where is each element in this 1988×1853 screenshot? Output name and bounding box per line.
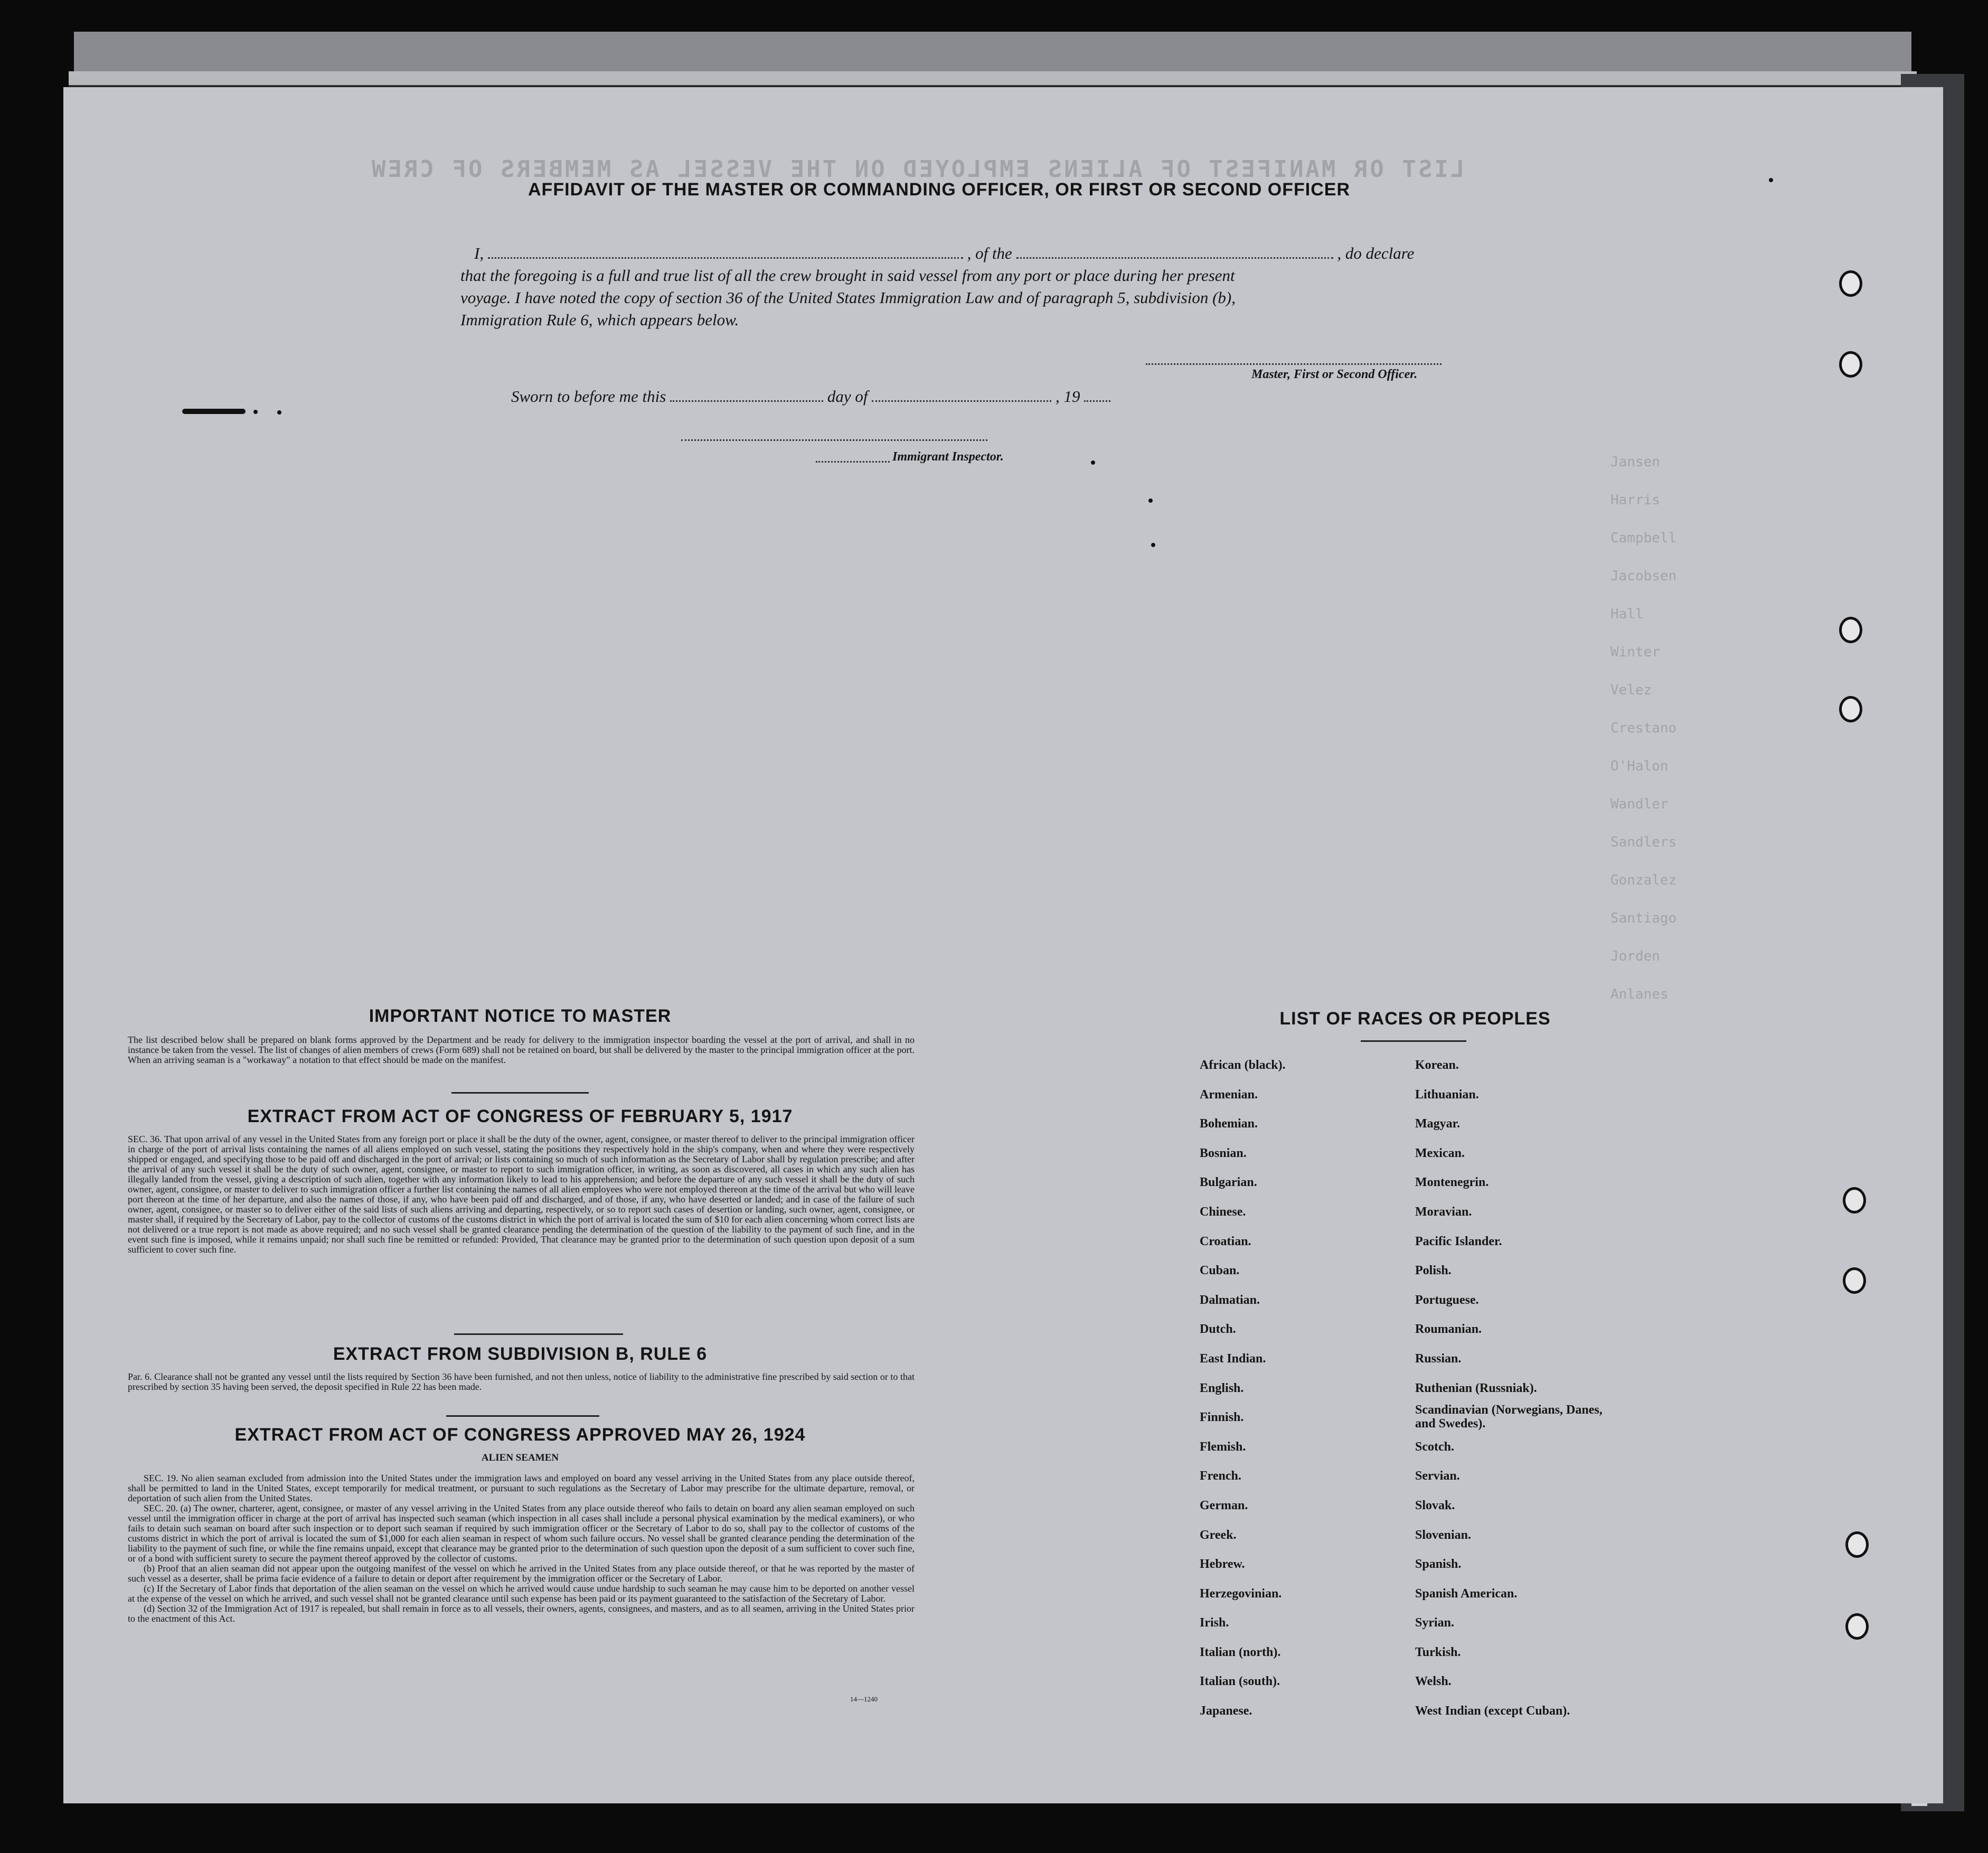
top-binding-strip (74, 32, 1911, 76)
race-item: Montenegrin. (1415, 1175, 1489, 1190)
ink-smudge (253, 410, 258, 414)
bleed-through-name: Campbell (1610, 530, 1677, 546)
sworn-day-blank[interactable] (670, 400, 823, 402)
race-item: Cuban. (1200, 1264, 1240, 1278)
race-item: Italian (north). (1200, 1645, 1281, 1659)
ink-smudge (277, 410, 281, 415)
race-item: Greek. (1200, 1528, 1237, 1542)
races-column-1 (1200, 1051, 1286, 1726)
form-number: 14—1240 (850, 1695, 878, 1703)
race-item: English. (1200, 1381, 1244, 1395)
sec-20b-text: (b) Proof that an alien seaman did not appear upon the outgoing manifest of the vessel on which he arrived in the United States from any place outside thereof, or that he was reported by the master of such vessel as a deserter, shall be prima facie evidence of a failure to detain or deport after requirement by the immigration officer or the Secretary of Labor. (128, 1563, 915, 1584)
bleed-through-name: Sandlers (1610, 834, 1677, 850)
race-item: Lithuanian. (1415, 1087, 1479, 1102)
alien-seamen-subheading: ALIEN SEAMEN (481, 1452, 559, 1463)
race-item: Bohemian. (1200, 1117, 1258, 1131)
sec-20c-text: (c) If the Secretary of Labor finds that deportation of the alien seaman on the vessel on which he arrived would cause undue hardship to such seaman he may cause him to be deported on another vessel at the expense of the vessel on which he arrived, and such vessel shall not be granted clearance until such expense has been paid or its payment guaranteed to the satisfaction of the Secretary of Labor. (128, 1583, 915, 1604)
bleed-through-name: Crestano (1610, 720, 1677, 736)
race-item: Pacific Islander. (1415, 1234, 1502, 1248)
name-blank[interactable] (488, 257, 963, 259)
bleed-through-header: LIST OR MANIFEST OF ALIENS EMPLOYED ON THE VESSEL AS MEMBERS OF CREW (370, 156, 1465, 183)
sworn-text: Sworn to before me this (511, 387, 666, 406)
race-item: Dutch. (1200, 1322, 1236, 1337)
bleed-through-name: Jansen (1610, 454, 1660, 470)
race-item: Korean. (1415, 1058, 1459, 1072)
extract-1917-body: SEC. 36. That upon arrival of any vessel in the United States from any foreign port or place it shall be the duty of the owner, agent, consignee, or master thereof to deliver to the principal immigration officer in charge of the port of arrival lists containing the names of all aliens employed on such vessel, stating the positions they respectively hold in the ship's company, when and where they were respectively shipped or engaged, and specifying those to be paid off and discharged in the port of arrival; or lists containing so much of such information as the Secretary of Labor shall by regulation prescribe; and after the arrival of any such vessel it shall be the duty of such owner, agent, consignee, or master to report to such immigration officer, in writing, as soon as discovered, all cases in which any such alien has illegally landed from the vessel, giving a description of such alien, together with any information likely to lead to his apprehension; and before the departure of any such vessel it shall be the duty of such owner, agent, consignee, or master to deliver to such immigration officer a further list containing the names of all alien employees who were not employed thereon at the time of the arrival but who will leave port thereon at the time of her departure, and also the names of those, if any, who have been paid off and discharged, and of those, if any, who have deserted or landed; and in case of the failure of such owner, agent, consignee, or master so to deliver either of the said lists of such aliens arriving and departing, respectively, or so to report such cases of desertion or landing, such owner, agent, consignee, or master shall, if required by the Secretary of Labor, pay to the collector of customs of the customs district in which the port of arrival is located the sum of $10 for each alien concerning whom correct lists are not delivered or a true report is not made as above required; and no such vessel shall be granted clearance pending the determination of the question of the liability to the payment of such fine, and in the event such fine is imposed, while it remains unpaid; nor shall such fine be remitted or refunded: Provided, That clearance may be granted prior to the determination of such question upon deposit of a sum sufficient to cover such fine. (128, 1134, 915, 1255)
divider (451, 1092, 589, 1094)
races-column-2 (1415, 1051, 1605, 1726)
sworn-day-of: day of (827, 387, 868, 406)
bleed-through-name: Velez (1610, 682, 1652, 698)
sworn-year: , 19 (1055, 387, 1080, 406)
bleed-through-name: Harris (1610, 492, 1660, 508)
sec-20d-text: (d) Section 32 of the Immigration Act of 1917 is repealed, but shall remain in force as to all vessels, their owners, agents, consignees, and masters, and as to all seamen, arriving in the United States prior to the enactment of this Act. (128, 1603, 915, 1624)
affidavit-line-3: voyage. I have noted the copy of section 36 of the United States Immigration Law and of paragraph 5, subdivision (b), (460, 288, 1236, 307)
bleed-through-name: Jorden (1610, 948, 1660, 964)
race-item: Scandinavian (Norwegians, Danes, and Swedes). (1415, 1403, 1603, 1431)
binder-hole (1839, 351, 1862, 378)
divider (446, 1415, 599, 1417)
race-item: Servian. (1415, 1469, 1460, 1483)
affidavit-declaration-line (474, 244, 1414, 263)
sworn-line (511, 387, 1110, 406)
master-label: Master, First or Second Officer. (1251, 368, 1418, 381)
extract-1917-heading: EXTRACT FROM ACT OF CONGRESS OF FEBRUARY 5, 1917 (247, 1106, 793, 1126)
race-item: Mexican. (1415, 1146, 1465, 1160)
bleed-through-name: O'Halon (1610, 758, 1669, 774)
race-item: Finnish. (1200, 1410, 1244, 1425)
binder-hole (1843, 1187, 1866, 1214)
races-heading: LIST OF RACES OR PEOPLES (1279, 1009, 1551, 1029)
ink-smudge (1151, 543, 1155, 547)
extract-rule6-heading: EXTRACT FROM SUBDIVISION B, RULE 6 (333, 1344, 708, 1364)
race-item: French. (1200, 1469, 1241, 1483)
race-item: Russian. (1415, 1351, 1462, 1366)
race-item: Portuguese. (1415, 1293, 1479, 1307)
binder-hole (1839, 270, 1862, 297)
inspector-leader (816, 461, 890, 463)
inspector-signature-blank[interactable] (681, 439, 987, 441)
race-item: Italian (south). (1200, 1675, 1280, 1689)
race-item: Slovenian. (1415, 1528, 1472, 1542)
race-item: Syrian. (1415, 1616, 1455, 1630)
race-item: Bulgarian. (1200, 1175, 1257, 1190)
race-item: Turkish. (1415, 1645, 1461, 1659)
extract-rule6-body: Par. 6. Clearance shall not be granted any vessel until the lists required by Section 36 have been furnished, and not then unless, notice of liability to the administrative fine prescribed by said section or to that prescribed by section 35 having been served, the deposit specified in Rule 22 has been made. (128, 1371, 915, 1392)
race-item: Chinese. (1200, 1205, 1246, 1219)
race-item: Armenian. (1200, 1087, 1258, 1102)
master-signature-blank[interactable] (1146, 363, 1441, 365)
race-item: Roumanian. (1415, 1322, 1482, 1337)
divider (1361, 1040, 1466, 1042)
race-item: Welsh. (1415, 1675, 1452, 1689)
ink-smudge (1148, 498, 1153, 503)
race-item: Irish. (1200, 1616, 1229, 1630)
notice-body: The list described below shall be prepared on blank forms approved by the Department and be ready for delivery to the immigration inspector boarding the vessel at the port of arrival, and shall in no instance be taken from the vessel. The list of changes of alien members of crews (Form 689) shall not be retained on board, but shall be delivered by the master to the principal immigration officer at the port. When an arriving seaman is a "workaway" a notation to that effect should be made on the manifest. (128, 1034, 915, 1065)
sec-19-text: SEC. 19. No alien seaman excluded from admission into the United States under the immigration laws and employed on board any vessel arriving in the United States from any place outside thereof, shall be permitted to land in the United States, except temporarily for medical treatment, or pursuant to such regulations as the Secretary of Labor may prescribe for the ultimate departure, removal, or deportation of such alien from the United States. (128, 1473, 915, 1503)
race-item: Polish. (1415, 1264, 1452, 1278)
top-page-edge (69, 71, 1917, 87)
race-item: Herzegovinian. (1200, 1586, 1282, 1601)
affidavit-i: I, (474, 244, 484, 262)
race-item: Hebrew. (1200, 1557, 1245, 1572)
ink-smudge (182, 409, 246, 414)
ink-smudge (1769, 178, 1773, 182)
affidavit-of-the: , of the (967, 244, 1012, 262)
race-item: Spanish American. (1415, 1586, 1518, 1601)
sworn-month-blank[interactable] (872, 400, 1051, 402)
binder-hole (1845, 1531, 1869, 1558)
race-item: Dalmatian. (1200, 1293, 1260, 1307)
extract-1924-heading: EXTRACT FROM ACT OF CONGRESS APPROVED MAY 26, 1924 (234, 1425, 806, 1445)
race-item: Flemish. (1200, 1440, 1246, 1454)
race-item: Slovak. (1415, 1498, 1455, 1512)
ink-smudge (1091, 460, 1095, 465)
race-item: African (black). (1200, 1058, 1286, 1072)
race-item: West Indian (except Cuban). (1415, 1704, 1570, 1718)
sec-20a-text: SEC. 20. (a) The owner, charterer, agent, consignee, or master of any vessel arriving in the United States from any place outside thereof who fails to detain on board any alien seaman employed on such vessel until the immigration officer in charge at the port of arrival has inspected such seaman (which inspection in all cases shall include a personal physical examination by the medical examiners), or who fails to detain such seaman on board after such inspection or to deport such seaman if required by such immigration officer or the Secretary of Labor to do so, shall pay to the collector of customs of the customs district in which the port of arrival is located the sum of $1,000 for each alien seaman in respect of whom such failure occurs. No vessel shall be granted clearance pending the determination of the liability to the payment of such fine, or while the fine remains unpaid, except that clearance may be granted prior to the determination of such question upon the deposit of a sum sufficient to cover such fine, or of a bond with sufficient surety to secure the payment thereof approved by the collector of customs. (128, 1503, 915, 1564)
affidavit-title: AFFIDAVIT OF THE MASTER OR COMMANDING OFFICER, OR FIRST OR SECOND OFFICER (528, 180, 1350, 200)
sworn-year-blank[interactable] (1084, 400, 1110, 402)
bleed-through-name: Jacobsen (1610, 568, 1677, 584)
vessel-blank[interactable] (1016, 257, 1333, 259)
bleed-through-name: Anlanes (1610, 986, 1669, 1002)
inspector-label: Immigrant Inspector. (892, 450, 1004, 464)
race-item: Croatian. (1200, 1234, 1251, 1248)
binder-hole (1839, 696, 1862, 722)
bleed-through-name: Winter (1610, 644, 1660, 660)
race-item: Spanish. (1415, 1557, 1462, 1572)
affidavit-line-4: Immigration Rule 6, which appears below. (460, 311, 739, 329)
bleed-through-name: Wandler (1610, 796, 1669, 812)
race-item: East Indian. (1200, 1351, 1266, 1366)
bleed-through-name: Santiago (1610, 910, 1677, 926)
divider (454, 1333, 623, 1335)
notice-heading: IMPORTANT NOTICE TO MASTER (369, 1006, 672, 1026)
race-item: Moravian. (1415, 1205, 1472, 1219)
binder-hole (1845, 1613, 1869, 1640)
race-item: Bosnian. (1200, 1146, 1247, 1160)
binder-hole (1839, 617, 1862, 643)
binder-hole (1843, 1267, 1866, 1294)
bleed-through-name: Hall (1610, 606, 1644, 622)
race-item: German. (1200, 1498, 1248, 1512)
race-item: Scotch. (1415, 1440, 1454, 1454)
race-item: Ruthenian (Russniak). (1415, 1381, 1537, 1395)
extract-1924-body (128, 1473, 915, 1624)
affidavit-do-declare: , do declare (1337, 244, 1415, 262)
affidavit-line-2: that the foregoing is a full and true list of all the crew brought in said vessel from any port or place during her present (460, 266, 1235, 285)
race-item: Japanese. (1200, 1704, 1252, 1718)
bleed-through-name: Gonzalez (1610, 872, 1677, 888)
race-item: Magyar. (1415, 1117, 1461, 1131)
